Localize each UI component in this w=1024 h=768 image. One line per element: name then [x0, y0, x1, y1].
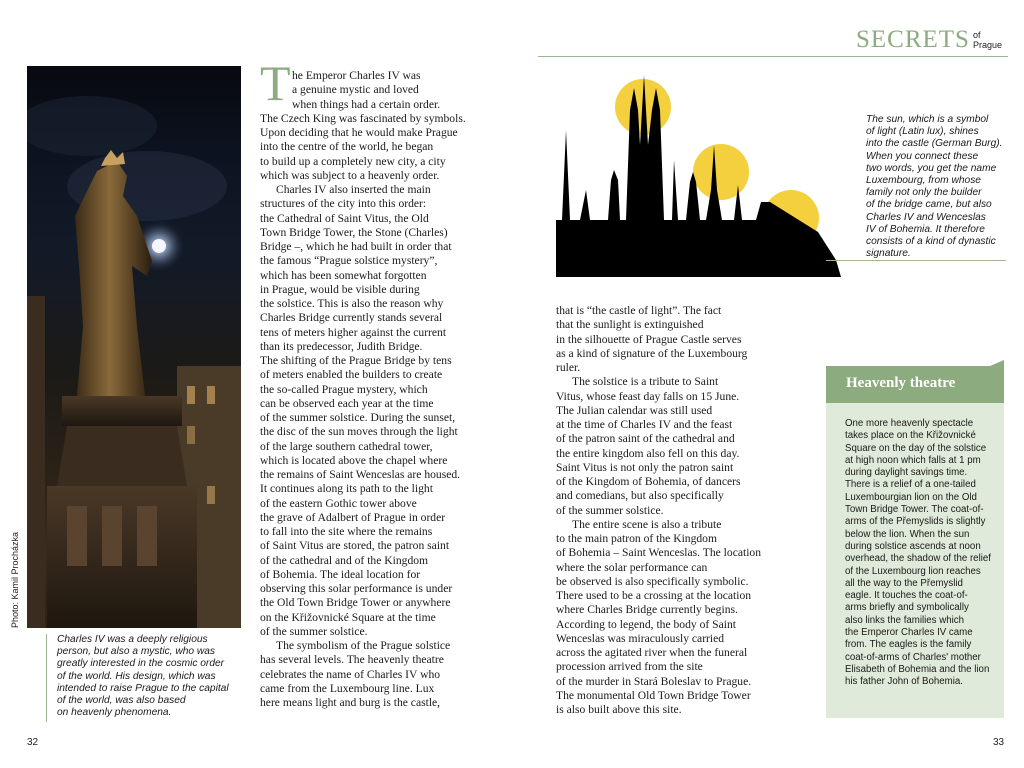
- caption-line: Luxembourg, from whose: [866, 175, 981, 187]
- text-line: where Charles Bridge currently begins.: [556, 603, 738, 617]
- text-line: It continues along its path to the light: [260, 482, 433, 496]
- caption-line: of the bridge came, but also: [866, 199, 992, 211]
- caption-line: When you connect these: [866, 150, 979, 162]
- caption-line: signature.: [866, 248, 911, 260]
- text-line: which was subject to a heavenly order.: [260, 168, 440, 182]
- text-line: of the large southern cathedral tower,: [260, 439, 433, 453]
- castle-silhouette-illustration: [556, 70, 841, 280]
- text-line: Wenceslas was miraculously carried: [556, 631, 725, 645]
- text-line: the grave of Adalbert of Prague in order: [260, 510, 446, 524]
- text-line: According to legend, the body of Saint: [556, 617, 736, 631]
- text-line: The symbolism of the Prague solstice: [276, 639, 451, 652]
- article-column-2: [556, 304, 786, 717]
- text-line: on the Křižovnické Square at the time: [260, 610, 436, 624]
- caption-line: consists of a kind of dynastic: [866, 236, 996, 248]
- box-line: his father John of Bohemia.: [845, 676, 963, 688]
- article-column-1: [260, 69, 480, 710]
- text-line: came from the Luxembourg line. Lux: [260, 681, 435, 695]
- page-number-right: 33: [993, 737, 1005, 748]
- header-city: Prague: [972, 40, 1002, 50]
- caption-line: on heavenly phenomena.: [57, 707, 172, 719]
- text-line: in the silhouette of Prague Castle serves: [556, 332, 742, 346]
- header-rule: [538, 56, 1008, 57]
- text-line: and comedians, but also specifically: [556, 489, 724, 503]
- sidebar-box-title: Heavenly theatre: [846, 375, 956, 391]
- text-line: to fall into the site where the remains: [260, 525, 433, 538]
- text-line: the entire kingdom also fell on this day.: [556, 446, 740, 460]
- caption-line: person, but also a mystic, who was: [57, 646, 215, 658]
- caption-line: Charles IV and Wenceslas: [866, 211, 986, 223]
- text-line: where the solar performance can: [556, 560, 708, 574]
- charles-statue-photo: [27, 66, 241, 628]
- text-line: There used to be a crossing at the location: [556, 589, 752, 602]
- text-line: The Czech King was fascinated by symbols.: [260, 111, 466, 125]
- box-line: Elisabeth of Bohemia and the lion: [845, 663, 990, 675]
- box-line: arms of the Přemyslids is slightly: [845, 516, 986, 528]
- header-subtitle: [973, 30, 1002, 50]
- text-line: which has been somewhat forgotten: [260, 268, 427, 282]
- text-line: at the time of Charles IV and the feast: [556, 418, 733, 431]
- text-line: the famous “Prague solstice mystery”,: [260, 254, 438, 268]
- text-line: Bridge –, which he had built in order that: [260, 240, 452, 253]
- caption-line: two words, you get the name: [866, 162, 997, 174]
- text-line: in Prague, would be visible during: [260, 282, 420, 296]
- caption-line: family not only the builder: [866, 187, 982, 199]
- drop-cap: T: [260, 55, 291, 111]
- page-number-left: 32: [27, 737, 39, 748]
- caption-line: of light (Latin lux), shines: [866, 126, 979, 138]
- box-line: coat-of-arms of Charles' mother: [845, 651, 981, 663]
- header-title: SECRETS: [855, 26, 970, 53]
- caption-line: The sun, which is a symbol: [866, 114, 989, 125]
- text-line: the Cathedral of Saint Vitus, the Old: [260, 211, 429, 225]
- text-line: Upon deciding that he would make Prague: [260, 126, 458, 139]
- text-line: The Julian calendar was still used: [556, 403, 713, 417]
- text-line: structures of the city into this order:: [260, 197, 427, 211]
- text-line: the remains of Saint Wenceslas are housed.: [260, 468, 461, 481]
- text-line: The entire scene is also a tribute: [572, 517, 722, 531]
- box-line: overhead, the shadow of the relief: [845, 553, 991, 565]
- text-line: a genuine mystic and loved: [292, 83, 419, 97]
- box-line: from. The eagles is the family: [845, 639, 972, 651]
- text-line: tens of meters higher against the current: [260, 325, 447, 339]
- text-line: that is “the castle of light”. The fact: [556, 304, 722, 317]
- text-line: of Bohemia. The ideal location for: [260, 567, 421, 581]
- box-line: during solstice ascends at noon: [845, 540, 981, 552]
- text-line: of the patron saint of the cathedral and: [556, 432, 735, 446]
- text-line: as a kind of signature of the Luxembourg: [556, 346, 748, 360]
- box-line: below the lion. When the sun: [845, 528, 970, 540]
- box-line: Town Bridge Tower. The coat-of-: [845, 504, 984, 516]
- box-line: during daylight savings time.: [845, 467, 968, 479]
- sun-icon: [693, 144, 749, 200]
- text-line: ruler.: [556, 361, 581, 374]
- text-line: of the summer solstice.: [556, 503, 664, 517]
- text-line: that the sunlight is extinguished: [556, 318, 704, 332]
- text-line: be observed is also specifically symbolic.: [556, 574, 749, 588]
- text-line: procession arrived from the site: [556, 660, 703, 674]
- box-line: takes place on the Křižovnické: [845, 430, 976, 442]
- box-line: also links the families which: [845, 614, 964, 626]
- box-line: One more heavenly spectacle: [845, 418, 974, 429]
- box-line: the Emperor Charles IV came: [845, 627, 973, 639]
- header-of: of: [972, 30, 981, 40]
- text-line: of the Kingdom of Bohemia, of dancers: [556, 475, 741, 488]
- text-line: of the cathedral and of the Kingdom: [260, 553, 429, 567]
- text-line: which is located above the chapel where: [260, 453, 448, 467]
- text-line: Charles IV also inserted the main: [276, 183, 431, 196]
- text-line: has several levels. The heavenly theatre: [260, 653, 444, 667]
- text-line: Town Bridge Tower, the Stone (Charles): [260, 225, 448, 239]
- box-line: all the way to the Přemyslid: [845, 577, 963, 589]
- caption-line: into the castle (German Burg).: [866, 138, 1003, 150]
- text-line: of the eastern Gothic tower above: [260, 496, 417, 510]
- photo-caption: [46, 634, 241, 722]
- box-line: arms briefly and symbolically: [845, 602, 969, 614]
- caption-line: Charles IV was a deeply religious: [57, 634, 208, 645]
- text-line: Vitus, whose feast day falls on 15 June.: [556, 389, 740, 403]
- text-line: to the main patron of the Kingdom: [556, 532, 717, 545]
- text-line: of the summer solstice. During the sunset,: [260, 411, 456, 424]
- caption-line: of the world. His design, which was: [57, 670, 216, 682]
- caption-line: IV of Bohemia. It therefore: [866, 223, 985, 235]
- text-line: of the summer solstice.: [260, 624, 368, 638]
- text-line: than its predecessor, Judith Bridge.: [260, 339, 423, 353]
- illustration-caption: [866, 114, 1011, 260]
- text-line: of Bohemia – Saint Wenceslas. The location: [556, 546, 762, 560]
- box-line: Luxembourgian lion on the Old: [845, 491, 977, 503]
- caption-line: greatly interested in the cosmic order: [57, 658, 225, 670]
- photo-credit: Photo: Kamil Procházka: [10, 531, 20, 628]
- text-line: can be observed each year at the time: [260, 396, 434, 410]
- running-header: [856, 26, 1002, 54]
- text-line: the solstice. This is also the reason why: [260, 297, 444, 310]
- text-line: The solstice is a tribute to Saint: [572, 375, 719, 389]
- text-line: observing this solar performance is under: [260, 582, 453, 595]
- text-line: Charles Bridge currently stands several: [260, 311, 443, 325]
- box-line: of the Luxembourg lion reaches: [845, 565, 981, 577]
- caption-rule: [826, 260, 1006, 261]
- sidebar-box-header: [826, 366, 1004, 403]
- sidebar-box-text: [845, 418, 1000, 689]
- text-line: to build up a completely new city, a city: [260, 154, 446, 168]
- box-line: Square on the day of the solstice: [845, 442, 987, 454]
- text-line: into the centre of the world, he began: [260, 140, 434, 154]
- text-line: is also built above this site.: [556, 703, 682, 716]
- caption-line: of the world, was also based: [57, 695, 186, 707]
- text-line: he Emperor Charles IV was: [292, 69, 421, 82]
- box-line: There is a relief of a one-tailed: [845, 479, 976, 491]
- text-line: the so-called Prague mystery, which: [260, 382, 428, 396]
- text-line: The monumental Old Town Bridge Tower: [556, 688, 751, 702]
- box-line: at high noon which falls at 1 pm: [845, 454, 981, 466]
- caption-line: intended to raise Prague to the capital: [57, 682, 229, 694]
- text-line: when things had a certain order.: [292, 97, 441, 111]
- text-line: here means light and burg is the castle,: [260, 696, 441, 709]
- text-line: the Old Town Bridge Tower or anywhere: [260, 596, 451, 610]
- text-line: of the murder in Stará Boleslav to Prague.: [556, 674, 752, 688]
- text-line: of Saint Vitus are stored, the patron saint: [260, 539, 450, 553]
- text-line: Saint Vitus is not only the patron saint: [556, 460, 734, 474]
- box-line: eagle. It touches the coat-of-: [845, 590, 968, 602]
- text-line: celebrates the name of Charles IV who: [260, 667, 441, 681]
- text-line: of meters enabled the builders to create: [260, 368, 443, 382]
- text-line: the disc of the sun moves through the light: [260, 425, 458, 439]
- text-line: The shifting of the Prague Bridge by tens: [260, 354, 452, 367]
- text-line: across the agitated river when the funeral: [556, 646, 748, 659]
